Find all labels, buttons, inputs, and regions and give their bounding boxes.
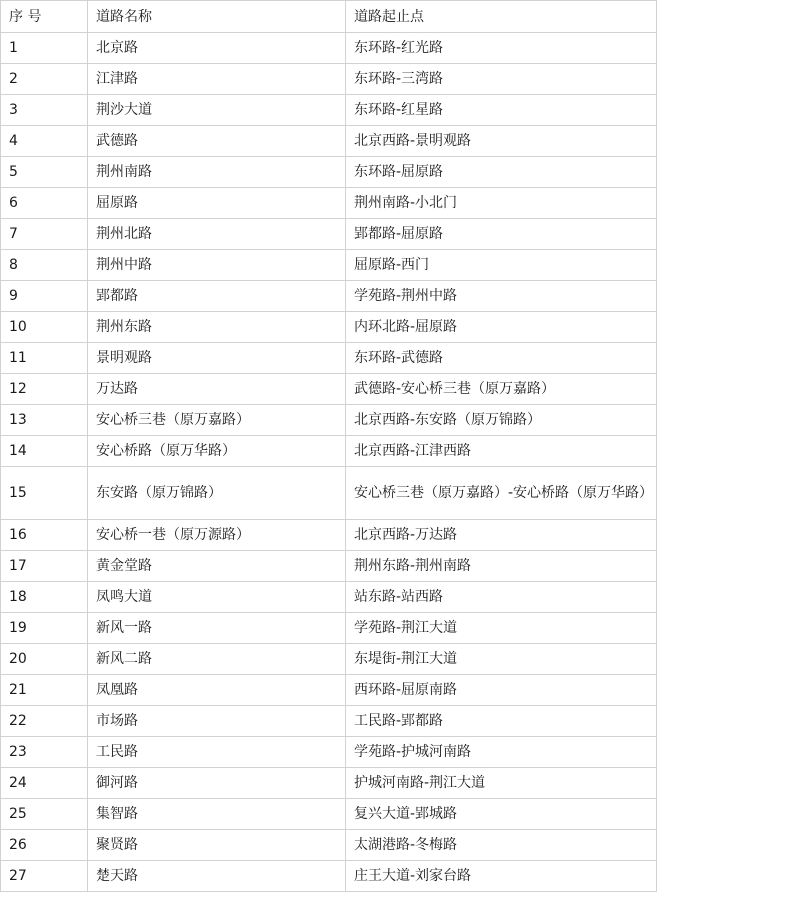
row-road-start-end: 内环北路-屈原路 (346, 312, 657, 343)
row-road-name: 荆州北路 (88, 219, 346, 250)
row-serial-number: 8 (1, 250, 88, 281)
row-serial-number: 13 (1, 405, 88, 436)
header-serial-number: 序 号 (1, 1, 88, 33)
table-row (1, 613, 657, 644)
table-row (1, 675, 657, 706)
row-serial-number: 11 (1, 343, 88, 374)
row-road-start-end: 北京西路-万达路 (346, 520, 657, 551)
road-table-body (1, 1, 657, 892)
row-road-name: 郢都路 (88, 281, 346, 312)
row-road-name: 聚贤路 (88, 830, 346, 861)
row-road-start-end: 站东路-站西路 (346, 582, 657, 613)
row-serial-number: 7 (1, 219, 88, 250)
row-road-name: 集智路 (88, 799, 346, 830)
row-serial-number: 27 (1, 861, 88, 892)
row-serial-number: 26 (1, 830, 88, 861)
table-row (1, 126, 657, 157)
table-row (1, 644, 657, 675)
row-road-start-end: 东环路-红星路 (346, 95, 657, 126)
table-row (1, 157, 657, 188)
row-road-name: 屈原路 (88, 188, 346, 219)
row-road-start-end: 学苑路-荆江大道 (346, 613, 657, 644)
row-serial-number: 19 (1, 613, 88, 644)
row-road-name: 江津路 (88, 64, 346, 95)
table-row (1, 374, 657, 405)
row-road-name: 楚天路 (88, 861, 346, 892)
row-road-start-end: 荆州南路-小北门 (346, 188, 657, 219)
row-road-name: 市场路 (88, 706, 346, 737)
row-serial-number: 3 (1, 95, 88, 126)
row-serial-number: 10 (1, 312, 88, 343)
header-road-start-end: 道路起止点 (346, 1, 657, 33)
row-road-start-end: 东环路-武德路 (346, 343, 657, 374)
table-row (1, 250, 657, 281)
row-serial-number: 4 (1, 126, 88, 157)
row-road-start-end: 庄王大道-刘家台路 (346, 861, 657, 892)
row-serial-number: 5 (1, 157, 88, 188)
row-serial-number: 6 (1, 188, 88, 219)
table-row (1, 706, 657, 737)
table-row (1, 343, 657, 374)
table-row (1, 467, 657, 520)
row-serial-number: 9 (1, 281, 88, 312)
row-road-name: 安心桥路（原万华路） (88, 436, 346, 467)
row-road-name: 凤凰路 (88, 675, 346, 706)
row-road-start-end: 东环路-屈原路 (346, 157, 657, 188)
table-row (1, 188, 657, 219)
row-road-start-end: 武德路-安心桥三巷（原万嘉路） (346, 374, 657, 405)
row-road-start-end: 工民路-郢都路 (346, 706, 657, 737)
table-row (1, 436, 657, 467)
row-road-name: 北京路 (88, 33, 346, 64)
row-road-start-end: 学苑路-护城河南路 (346, 737, 657, 768)
table-row (1, 219, 657, 250)
row-road-name: 荆沙大道 (88, 95, 346, 126)
row-serial-number: 17 (1, 551, 88, 582)
row-road-name: 万达路 (88, 374, 346, 405)
table-row (1, 768, 657, 799)
table-row (1, 281, 657, 312)
table-row (1, 405, 657, 436)
row-serial-number: 20 (1, 644, 88, 675)
row-road-name: 安心桥三巷（原万嘉路） (88, 405, 346, 436)
row-road-start-end: 屈原路-西门 (346, 250, 657, 281)
row-road-start-end: 学苑路-荆州中路 (346, 281, 657, 312)
row-road-start-end: 太湖港路-冬梅路 (346, 830, 657, 861)
row-road-name: 安心桥一巷（原万源路） (88, 520, 346, 551)
row-serial-number: 21 (1, 675, 88, 706)
table-row (1, 799, 657, 830)
row-road-name: 景明观路 (88, 343, 346, 374)
table-row (1, 551, 657, 582)
table-row (1, 520, 657, 551)
row-road-start-end: 西环路-屈原南路 (346, 675, 657, 706)
row-road-start-end: 北京西路-江津西路 (346, 436, 657, 467)
table-header-row (1, 1, 657, 33)
table-row (1, 312, 657, 343)
table-row (1, 737, 657, 768)
row-road-name: 凤鸣大道 (88, 582, 346, 613)
row-serial-number: 25 (1, 799, 88, 830)
row-serial-number: 24 (1, 768, 88, 799)
row-serial-number: 16 (1, 520, 88, 551)
row-serial-number: 23 (1, 737, 88, 768)
row-road-name: 工民路 (88, 737, 346, 768)
row-road-name: 黄金堂路 (88, 551, 346, 582)
table-row (1, 582, 657, 613)
row-road-start-end: 复兴大道-郢城路 (346, 799, 657, 830)
row-road-start-end: 安心桥三巷（原万嘉路）-安心桥路（原万华路） (346, 467, 657, 520)
row-road-name: 荆州南路 (88, 157, 346, 188)
row-road-name: 荆州东路 (88, 312, 346, 343)
table-row (1, 64, 657, 95)
row-road-name: 东安路（原万锦路） (88, 467, 346, 520)
row-road-name: 新风二路 (88, 644, 346, 675)
row-serial-number: 15 (1, 467, 88, 520)
row-road-start-end: 北京西路-景明观路 (346, 126, 657, 157)
row-road-name: 武德路 (88, 126, 346, 157)
table-row (1, 830, 657, 861)
row-road-name: 新风一路 (88, 613, 346, 644)
header-road-name: 道路名称 (88, 1, 346, 33)
row-road-start-end: 荆州东路-荆州南路 (346, 551, 657, 582)
row-serial-number: 1 (1, 33, 88, 64)
row-road-start-end: 东环路-三湾路 (346, 64, 657, 95)
row-road-start-end: 东环路-红光路 (346, 33, 657, 64)
row-road-start-end: 东堤街-荆江大道 (346, 644, 657, 675)
row-road-start-end: 北京西路-东安路（原万锦路） (346, 405, 657, 436)
row-serial-number: 18 (1, 582, 88, 613)
row-serial-number: 14 (1, 436, 88, 467)
row-road-name: 御河路 (88, 768, 346, 799)
row-road-start-end: 护城河南路-荆江大道 (346, 768, 657, 799)
table-row (1, 861, 657, 892)
row-serial-number: 12 (1, 374, 88, 405)
row-serial-number: 22 (1, 706, 88, 737)
table-row (1, 95, 657, 126)
row-road-start-end: 郢都路-屈原路 (346, 219, 657, 250)
table-row (1, 33, 657, 64)
row-serial-number: 2 (1, 64, 88, 95)
row-road-name: 荆州中路 (88, 250, 346, 281)
